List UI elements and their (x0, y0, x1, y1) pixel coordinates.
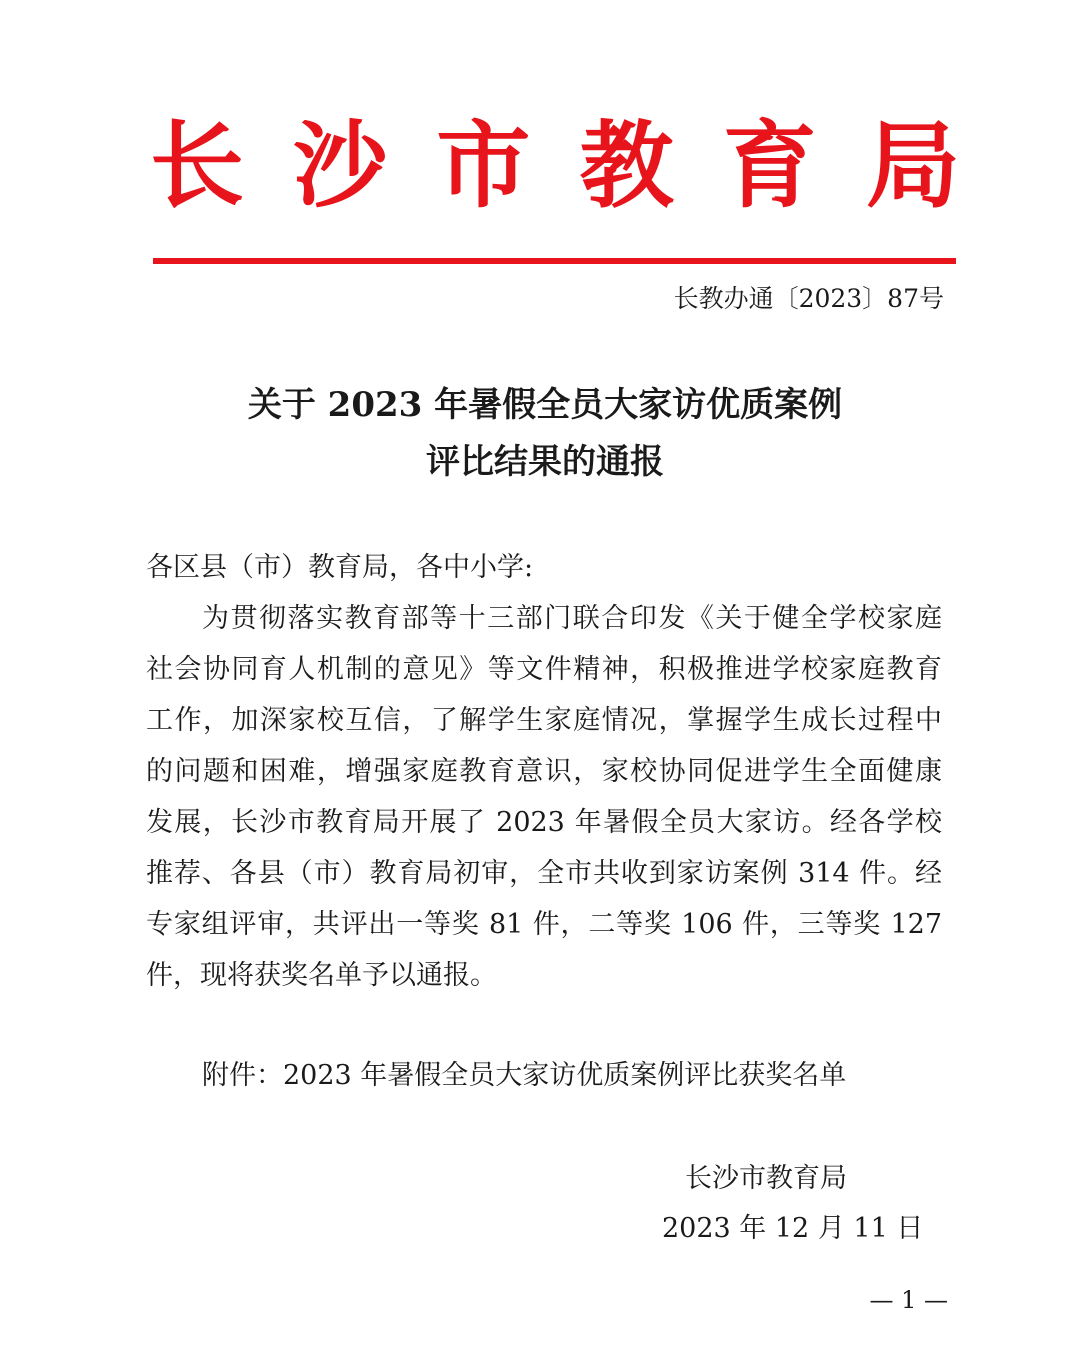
page-number: — 1 — (869, 1286, 948, 1314)
masthead-char: 市 (436, 112, 531, 221)
body-paragraph-line: 发展，长沙市教育局开展了 2023 年暑假全员大家访。经各学校 (146, 807, 942, 838)
body-paragraph-line: 工作，加深家校互信，了解学生家庭情况，掌握学生成长过程中 (146, 705, 942, 736)
document-title-line-1: 关于 2023 年暑假全员大家访优质案例 (247, 385, 843, 425)
body-paragraph-line: 为贯彻落实教育部等十三部门联合印发《关于健全学校家庭 (202, 603, 942, 634)
body-paragraph-line: 专家组评审，共评出一等奖 81 件，二等奖 106 件，三等奖 127 (146, 909, 942, 940)
masthead-char: 长 (150, 112, 245, 221)
body-paragraph-line: 推荐、各县（市）教育局初审，全市共收到家访案例 314 件。经 (146, 858, 942, 889)
document-number: 长教办通〔2023〕87号 (673, 284, 944, 313)
salutation: 各区县（市）教育局，各中小学: (146, 552, 534, 583)
body-paragraph-line: 社会协同育人机制的意见》等文件精神，积极推进学校家庭教育 (146, 654, 942, 685)
body-paragraph-line: 件，现将获奖名单予以通报。 (146, 960, 497, 991)
attachment-note: 附件：2023 年暑假全员大家访优质案例评比获奖名单 (202, 1060, 847, 1091)
body-paragraph-line: 的问题和困难，增强家庭教育意识，家校协同促进学生全面健康 (146, 756, 942, 787)
issuing-authority-masthead (150, 112, 960, 222)
signature-date: 2023 年 12 月 11 日 (662, 1213, 924, 1244)
masthead-char: 教 (579, 112, 674, 221)
signature-organization: 长沙市教育局 (685, 1163, 847, 1194)
document-title-line-2: 评比结果的通报 (426, 442, 664, 482)
masthead-char: 育 (722, 112, 817, 221)
masthead-char: 沙 (293, 112, 388, 221)
red-header-divider (153, 258, 956, 264)
masthead-char: 局 (865, 112, 960, 221)
